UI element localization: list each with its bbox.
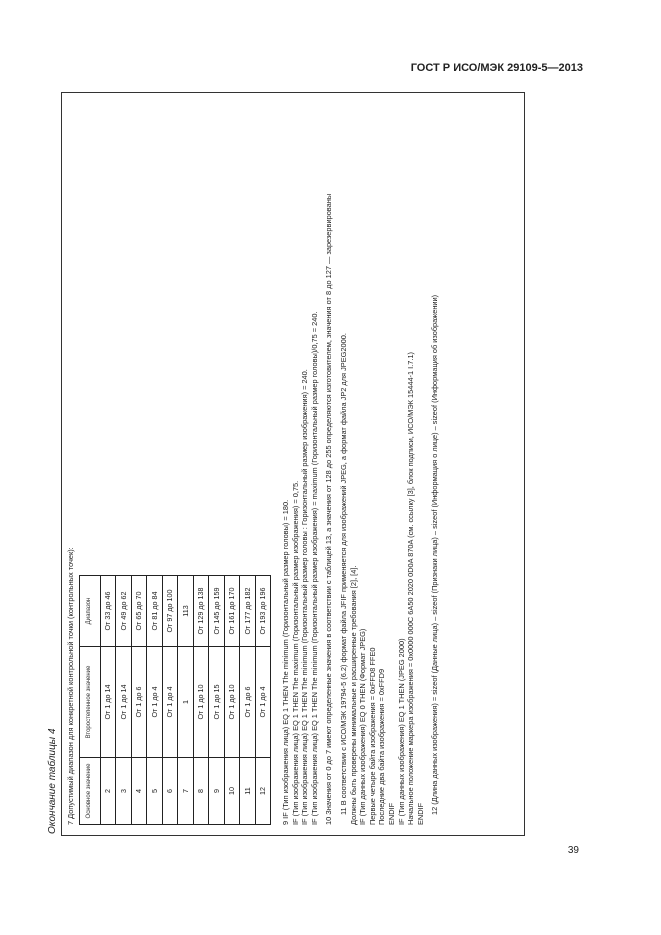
range-table <box>79 575 272 825</box>
table-row <box>209 576 225 825</box>
cell: 8 <box>193 758 209 825</box>
cell: 3 <box>116 758 132 825</box>
cell: От 1 до 14 <box>116 647 132 758</box>
note-9-line: IF (Тип изображения лица) EQ 1 THEN The maximum (Горизонтальный размер изображения) = 0,75. <box>290 480 300 825</box>
table-row <box>178 576 194 825</box>
cell: От 1 до 6 <box>240 647 256 758</box>
table-row <box>240 576 256 825</box>
cell: 12 <box>255 758 271 825</box>
cell: От 1 до 4 <box>147 647 163 758</box>
table-caption: Окончание таблицы 4 <box>47 728 58 834</box>
note-11-line: Начальное положение маркера изображения = 0x0000 000C 6A50 2020 0D0A 870A (см. ссылку [3], блок подписи, ИСО/МЭК 15444-1 I.7.1) <box>406 351 416 825</box>
cell: 2 <box>100 758 116 825</box>
table-row <box>193 576 209 825</box>
col-header-primary: Основное значение <box>79 758 100 825</box>
note-11-line: ENDIF <box>415 802 425 825</box>
cell: От 1 до 10 <box>193 647 209 758</box>
table-row <box>224 576 240 825</box>
cell: От 1 до 15 <box>209 647 225 758</box>
note-11-line: ENDIF <box>387 802 397 825</box>
cell: 113 <box>178 576 194 647</box>
table-row <box>162 576 178 825</box>
cell: От 81 до 84 <box>147 576 163 647</box>
note-9-line: IF (Тип изображения лица) EQ 1 THEN The minimum (Горизонтальный размер головы : Горизонтальный размер изображения) = 240. <box>300 369 310 825</box>
table-row <box>116 576 132 825</box>
cell: От 1 до 10 <box>224 647 240 758</box>
page-number: 39 <box>567 845 579 856</box>
table-row <box>255 576 271 825</box>
cell: 1 <box>178 647 194 758</box>
cell: От 1 до 4 <box>255 647 271 758</box>
table-row <box>100 576 116 825</box>
page-header: ГОСТ Р ИСО/МЭК 29109-5—2013 <box>410 62 583 74</box>
cell: От 1 до 4 <box>162 647 178 758</box>
note-11-line: 11 В соответствии с ИСО/МЭК 19794-5 (6.2) формат файла JFIF применяется для изображений JPEG, а формат файла JP2 для JPEG2000. <box>339 333 349 815</box>
col-header-secondary: Второстепенное значение <box>79 647 100 758</box>
note-7: 7 Допустимый диапазон для конкретной контрольной точки (контрольных точек): <box>66 547 75 825</box>
cell: 5 <box>147 758 163 825</box>
cell: От 1 до 6 <box>131 647 147 758</box>
cell: 7 <box>178 758 194 825</box>
table-frame <box>61 92 525 836</box>
note-11-line: Первые четыре байта изображения = 0xFFD8 FFE0 <box>367 647 377 825</box>
note-11-line: Последние два байта изображения = 0xFFD9 <box>377 668 387 825</box>
cell: От 177 до 182 <box>240 576 256 647</box>
note-12: 12 (Длина данных изображения) = sizeof (Данные лица) – sizeof (Признаки лица) – sizeof (Информация о лице) – sizeof (Информация об изображении) <box>430 294 440 815</box>
cell: От 33 до 46 <box>100 576 116 647</box>
cell: От 97 до 100 <box>162 576 178 647</box>
cell: От 145 до 159 <box>209 576 225 647</box>
cell: От 161 до 170 <box>224 576 240 647</box>
note-11-line: Должны быть проверены минимальные и расширенные требования [2], [4]. <box>348 565 358 825</box>
col-header-range: Диапазон <box>79 576 100 647</box>
cell: 11 <box>240 758 256 825</box>
cell: От 1 до 14 <box>100 647 116 758</box>
cell: 9 <box>209 758 225 825</box>
cell: 4 <box>131 758 147 825</box>
cell: От 49 до 62 <box>116 576 132 647</box>
note-9-line: IF (Тип изображения лица) EQ 1 THEN The minimum (Горизонтальный размер изображения) = maximum (Горизонтальный размер головы)/0,75 = 240. <box>309 311 319 825</box>
note-10: 10 Значения от 0 до 7 имеют определенные значения в соответствии с таблицей 13, а значения от 128 до 255 определяются изготовителем, значения от 8 до 127 — зарезервированы <box>324 193 334 825</box>
table-row <box>131 576 147 825</box>
note-11-line: IF (Тип данных изображения) EQ 0 THEN (Формат JPEG) <box>358 628 368 825</box>
note-9-line: 9 IF (Тип изображения лица) EQ 1 THEN The minimum (Горизонтальный размер головы) = 180. <box>281 499 291 825</box>
table-row <box>147 576 163 825</box>
cell: От 193 до 196 <box>255 576 271 647</box>
cell: От 65 до 70 <box>131 576 147 647</box>
rotated-page-content <box>44 92 528 836</box>
cell: 6 <box>162 758 178 825</box>
cell: 10 <box>224 758 240 825</box>
note-11-line: IF (Тип данных изображения) EQ 1 THEN (JPEG 2000) <box>396 638 406 825</box>
cell: От 129 до 138 <box>193 576 209 647</box>
